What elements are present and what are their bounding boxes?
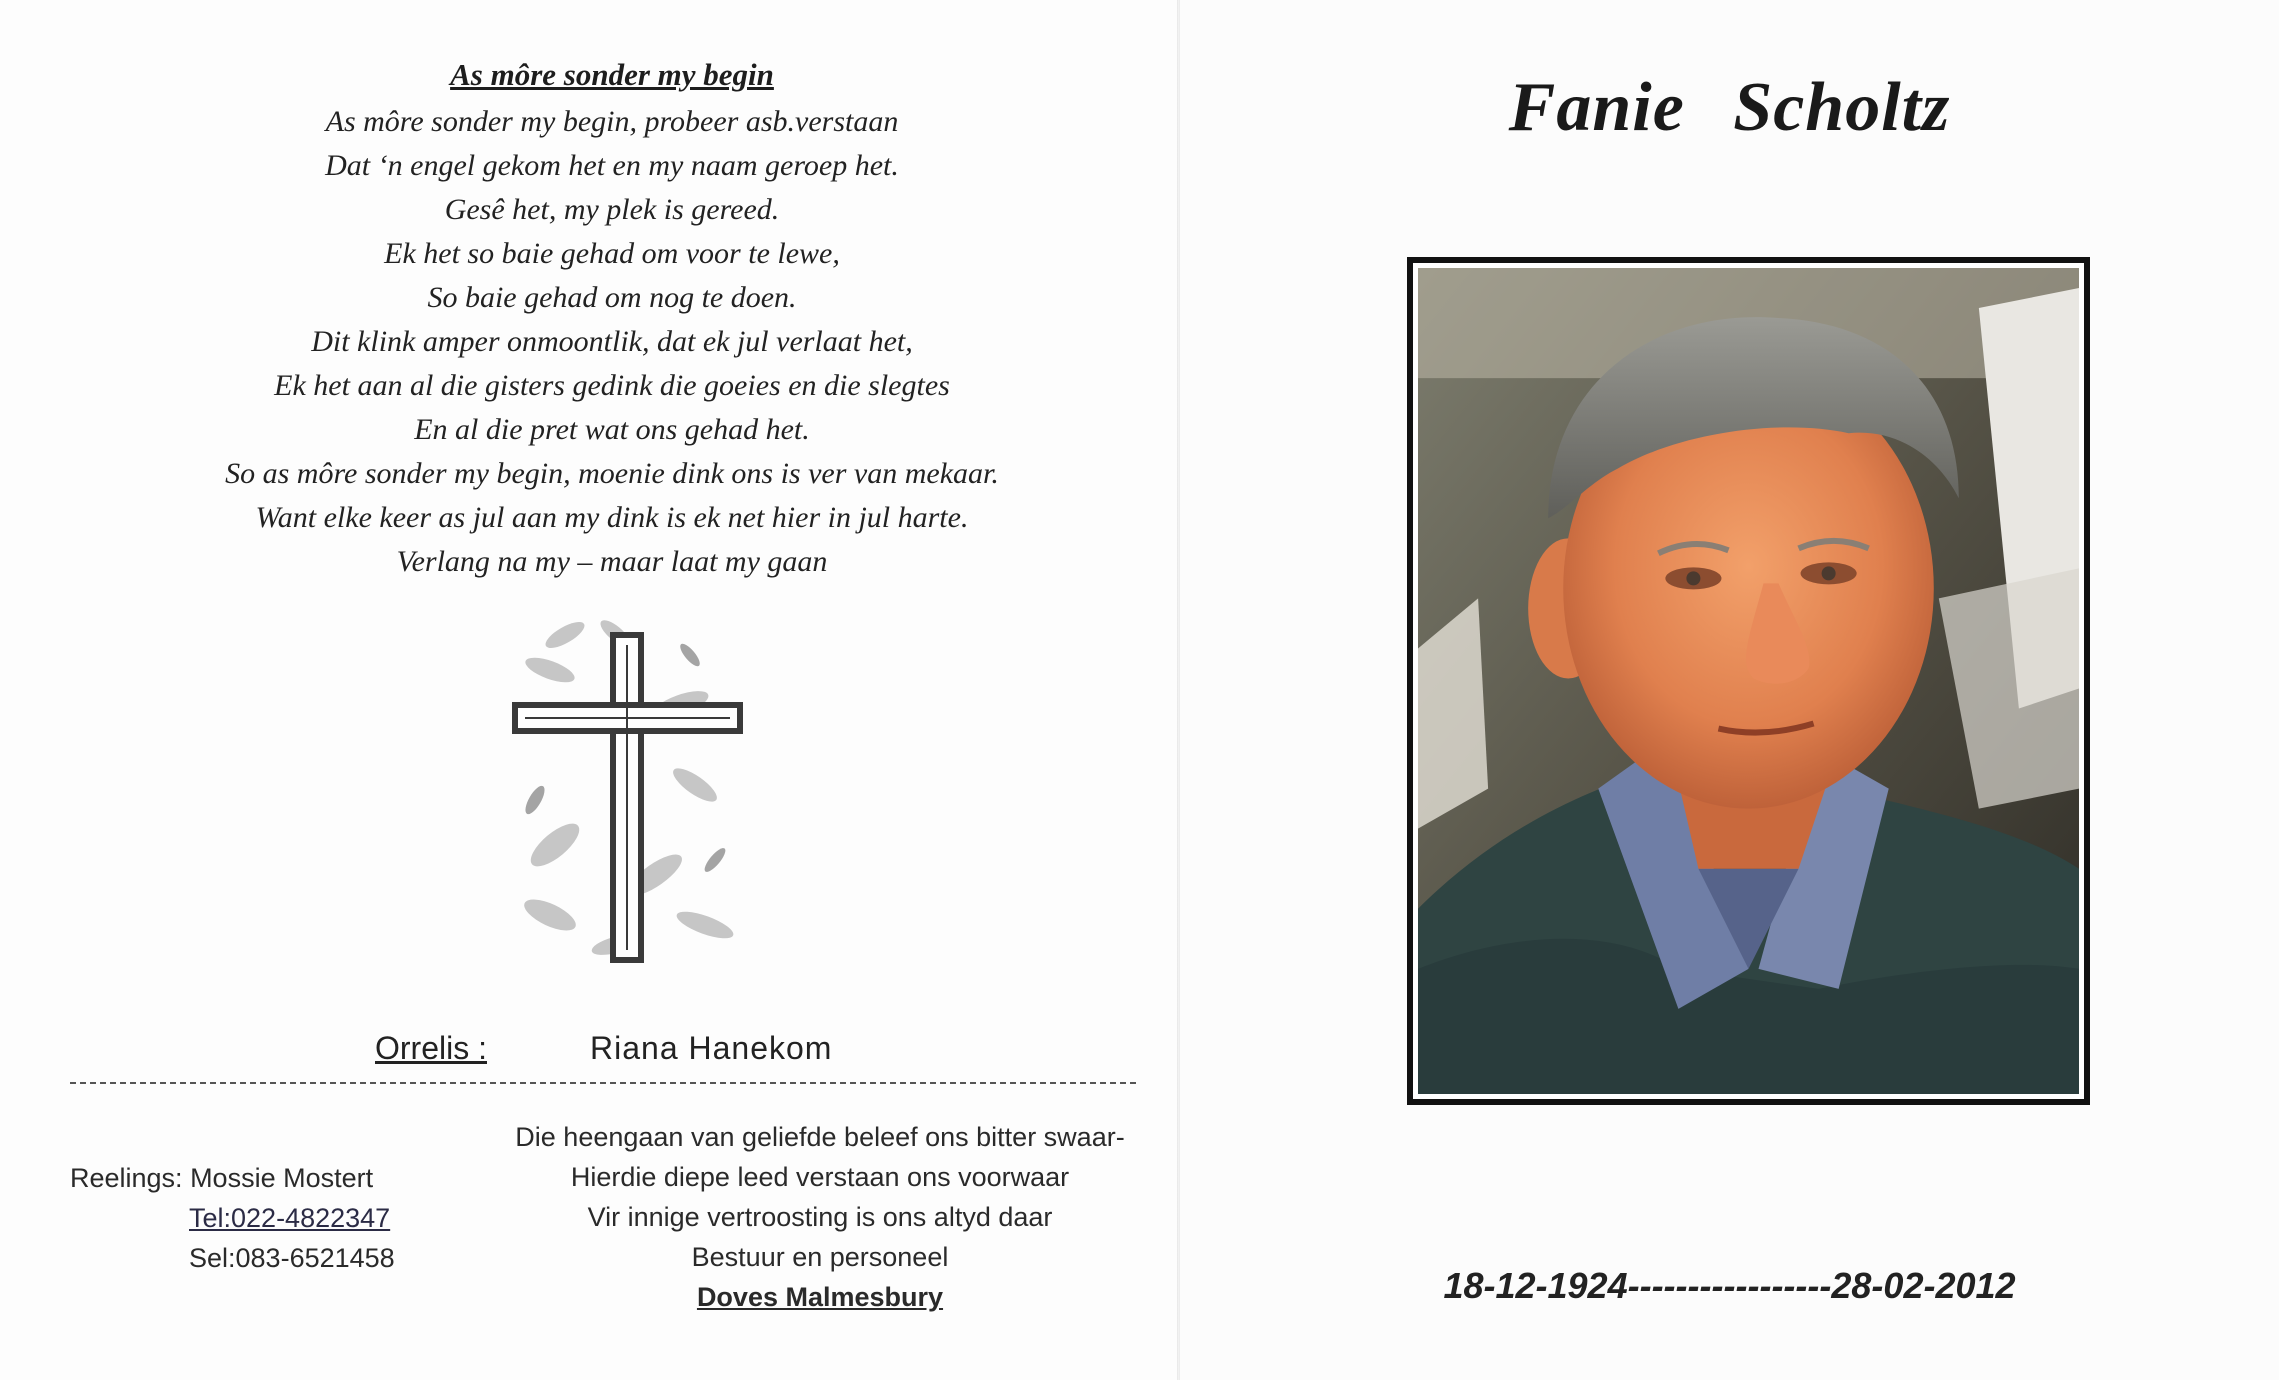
portrait-mat — [1413, 263, 2084, 1099]
poem-line: Dat ‘n engel gekom het en my naam geroep het. — [325, 149, 899, 182]
deceased-name: Fanie Scholtz — [1508, 69, 1951, 146]
condolence-line: Bestuur en personeel — [691, 1242, 949, 1272]
condolence-line: Hierdie diepe leed verstaan ons voorwaar — [570, 1162, 1070, 1192]
poem-body — [0, 100, 1224, 584]
arrangements-phone: Tel:022-4822347 — [189, 1203, 391, 1233]
poem-line: So baie gehad om nog te doen. — [427, 281, 797, 314]
life-dates: 18-12-1924-----------------28-02-2012 — [1443, 1265, 2016, 1306]
condolence-line: Vir innige vertroosting is ons altyd daar — [587, 1202, 1053, 1232]
arrangements-cell: Sel:083-6521458 — [189, 1243, 395, 1273]
arrangements-block — [70, 1158, 395, 1278]
organist-label: Orrelis : — [375, 1030, 487, 1066]
poem-line: Ek het so baie gehad om voor te lewe, — [384, 237, 840, 270]
poem-line: Ek het aan al die gisters gedink die goeies en die slegtes — [274, 369, 950, 402]
poem-line: As môre sonder my begin, probeer asb.verstaan — [325, 105, 899, 138]
poem-line: Gesê het, my plek is gereed. — [444, 193, 780, 226]
organist-name: Riana Hanekom — [590, 1030, 833, 1066]
cross-with-lilies-icon — [505, 615, 755, 975]
poem-line: En al die pret wat ons gehad het. — [414, 413, 810, 446]
portrait-frame — [1407, 257, 2090, 1105]
arrangements-contact: Reelings: Mossie Mostert — [70, 1163, 374, 1193]
poem-line: Dit klink amper onmoontlik, dat ek jul verlaat het, — [311, 325, 913, 358]
organist-credit — [375, 1030, 833, 1067]
divider-dashed — [70, 1082, 1136, 1084]
poem-line: Want elke keer as jul aan my dink is ek net hier in jul harte. — [255, 501, 969, 534]
poem-line: Verlang na my – maar laat my gaan — [396, 545, 828, 578]
funeral-firm-name: Doves Malmesbury — [696, 1282, 944, 1312]
condolence-line: Die heengaan van geliefde beleef ons bitter swaar- — [515, 1122, 1125, 1152]
poem-title: As môre sonder my begin — [450, 57, 774, 92]
poem-line: So as môre sonder my begin, moenie dink ons is ver van mekaar. — [225, 457, 999, 490]
portrait-photo — [1418, 268, 2079, 1094]
condolence-verse — [440, 1117, 1200, 1317]
